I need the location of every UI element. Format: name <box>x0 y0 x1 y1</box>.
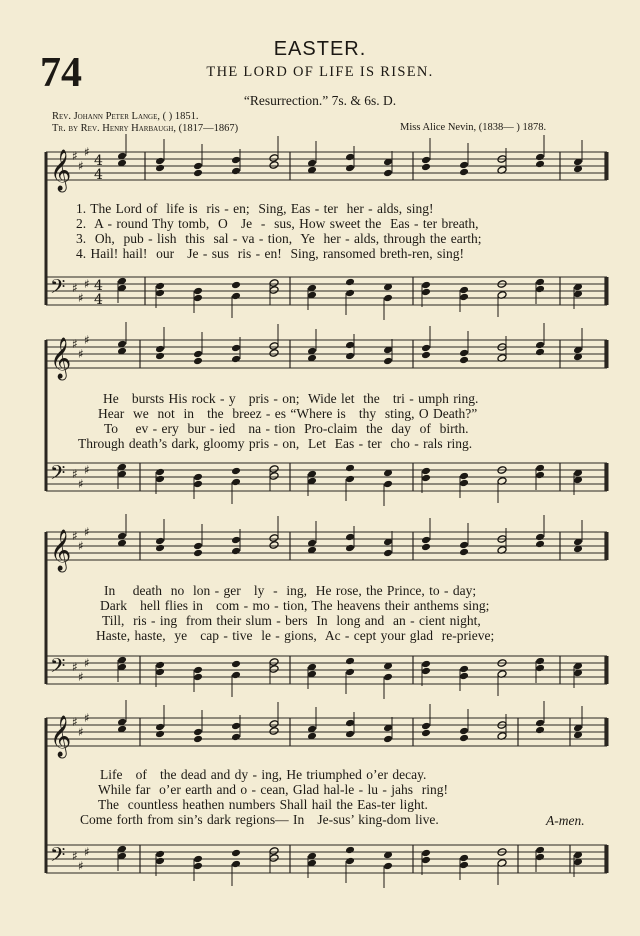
note-head <box>231 281 241 290</box>
note-head <box>345 278 355 287</box>
note-head <box>345 341 355 350</box>
treble-clef-icon: 𝄞 <box>50 150 72 191</box>
note-head <box>459 672 469 681</box>
sharp-icon: ♯ <box>72 849 78 863</box>
note-head <box>155 850 165 859</box>
bass-clef-icon: 𝄢 <box>50 654 66 682</box>
note-head <box>155 475 165 484</box>
bass-clef-icon: 𝄢 <box>50 461 66 489</box>
note-head <box>193 287 203 296</box>
composer-credit: Miss Alice Nevin, (1838— ) 1878. <box>400 122 547 133</box>
note-head <box>535 285 545 294</box>
note-head <box>231 355 241 364</box>
note-head <box>459 734 469 743</box>
note-head <box>345 846 355 855</box>
note-head <box>155 282 165 291</box>
author-credit: Rev. Johann Peter Lange, ( ) 1851. <box>52 111 199 122</box>
note-head <box>459 356 469 365</box>
note-head <box>345 153 355 162</box>
amen-label: A-men. <box>546 813 585 828</box>
note-head <box>421 543 431 552</box>
time-signature-bottom: 4 <box>94 167 103 183</box>
note-head <box>269 349 279 358</box>
note-head <box>421 156 431 165</box>
lyric-line-4-2: While far o’er earth and o - cean, Glad hal-le - lu - jahs ring! <box>98 782 448 797</box>
note-head <box>345 475 355 484</box>
note-head <box>421 856 431 865</box>
note-head <box>231 547 241 556</box>
note-head <box>345 289 355 298</box>
note-head <box>231 671 241 680</box>
note-head <box>421 281 431 290</box>
sharp-icon: ♯ <box>72 149 78 163</box>
note-head <box>155 468 165 477</box>
note-head <box>269 465 279 474</box>
note-head <box>535 657 545 666</box>
note-head <box>231 849 241 858</box>
note-head <box>231 722 241 731</box>
note-head <box>269 854 279 863</box>
note-head <box>231 660 241 669</box>
note-head <box>345 533 355 542</box>
note-head <box>269 286 279 295</box>
note-head <box>421 536 431 545</box>
note-head <box>535 846 545 855</box>
note-head <box>193 673 203 682</box>
note-head <box>231 344 241 353</box>
note-head <box>421 351 431 360</box>
sharp-icon: ♯ <box>84 656 90 670</box>
note-head <box>535 160 545 169</box>
note-head <box>155 164 165 173</box>
bass-clef-icon: 𝄢 <box>50 275 66 303</box>
note-head <box>345 730 355 739</box>
note-head <box>269 720 279 729</box>
note-head <box>231 860 241 869</box>
note-head <box>193 357 203 366</box>
lyric-line-1-3: 3. Oh, pub - lish this sal - va - tion, Ye her - alds, through the earth; <box>76 231 482 246</box>
note-head <box>193 855 203 864</box>
note-head <box>345 464 355 473</box>
sharp-icon: ♯ <box>78 347 84 361</box>
note-head <box>535 278 545 287</box>
note-head <box>155 289 165 298</box>
note-head <box>231 292 241 301</box>
note-head <box>383 673 393 682</box>
note-head <box>155 857 165 866</box>
lyric-line-2-4: Through death’s dark, gloomy pris - on, Let Eas - ter cho - rals ring. <box>78 436 473 451</box>
lyric-line-1-2: 2. A - round Thy tomb, O Je - sus, How sweet the Eas - ter breath, <box>76 216 479 231</box>
lyric-line-3-2: Dark hell flies in com - mo - tion, The heavens their anthems sing; <box>100 598 490 613</box>
sharp-icon: ♯ <box>84 145 90 159</box>
note-head <box>459 541 469 550</box>
sharp-icon: ♯ <box>72 660 78 674</box>
note-head <box>193 542 203 551</box>
note-head <box>459 161 469 170</box>
note-head <box>193 350 203 359</box>
lyric-line-4-1: Life of the dead and dy - ing, He triumphed o’er decay. <box>100 767 427 782</box>
note-head <box>535 348 545 357</box>
note-head <box>231 478 241 487</box>
note-head <box>155 544 165 553</box>
time-signature-top: 4 <box>94 153 103 169</box>
note-head <box>155 537 165 546</box>
note-head <box>535 719 545 728</box>
note-head <box>383 357 393 366</box>
note-head <box>421 474 431 483</box>
lyric-line-4-3: The countless heathen numbers Shall hail the Eas-ter light. <box>98 797 428 812</box>
lyric-line-1-1: 1. The Lord of life is ris - en; Sing, Eas - ter her - alds, sing! <box>76 201 434 216</box>
note-head <box>535 153 545 162</box>
hymn-title: THE LORD OF LIFE IS RISEN. <box>206 64 434 80</box>
note-head <box>193 473 203 482</box>
note-head <box>269 161 279 170</box>
note-head <box>383 294 393 303</box>
sharp-icon: ♯ <box>78 539 84 553</box>
note-head <box>345 668 355 677</box>
note-head <box>459 286 469 295</box>
note-head <box>193 549 203 558</box>
sharp-icon: ♯ <box>72 715 78 729</box>
sharp-icon: ♯ <box>78 725 84 739</box>
note-head <box>459 548 469 557</box>
sharp-icon: ♯ <box>78 477 84 491</box>
note-head <box>421 163 431 172</box>
sharp-icon: ♯ <box>72 281 78 295</box>
note-head <box>193 162 203 171</box>
note-head <box>383 735 393 744</box>
treble-clef-icon: 𝄞 <box>50 530 72 571</box>
note-head <box>193 169 203 178</box>
note-head <box>193 480 203 489</box>
lyric-line-2-1: He bursts His rock - y pris - on; Wide let the tri - umph ring. <box>103 391 479 406</box>
note-head <box>421 467 431 476</box>
note-head <box>535 471 545 480</box>
time-signature-top: 4 <box>94 278 103 294</box>
note-head <box>345 657 355 666</box>
note-head <box>459 472 469 481</box>
note-head <box>535 533 545 542</box>
note-head <box>193 728 203 737</box>
lyric-line-3-4: Haste, haste, ye cap - tive le - gions, Ac - cept your glad re-prieve; <box>96 628 495 643</box>
lyric-line-2-2: Hear we not in the breez - es “Where is thy sting, O Death?” <box>98 406 478 421</box>
note-head <box>231 156 241 165</box>
note-head <box>193 666 203 675</box>
note-head <box>421 667 431 676</box>
lyric-line-1-4: 4. Hail! hail! our Je - sus ris - en! Sing, ransomed breth-ren, sing! <box>76 246 465 261</box>
note-head <box>155 730 165 739</box>
note-head <box>345 857 355 866</box>
note-head <box>155 723 165 732</box>
note-head <box>459 665 469 674</box>
note-head <box>155 352 165 361</box>
note-head <box>269 472 279 481</box>
note-head <box>269 342 279 351</box>
note-head <box>535 341 545 350</box>
note-head <box>193 862 203 871</box>
note-head <box>231 467 241 476</box>
sharp-icon: ♯ <box>72 337 78 351</box>
sharp-icon: ♯ <box>78 859 84 873</box>
note-head <box>155 157 165 166</box>
lyric-line-3-1: In death no lon - ger ly - ing, He rose, the Prince, to - day; <box>104 583 477 598</box>
note-head <box>269 847 279 856</box>
translator-credit: Tr. by Rev. Henry Harbaugh, (1817—1867) <box>52 123 239 134</box>
treble-clef-icon: 𝄞 <box>50 338 72 379</box>
sharp-icon: ♯ <box>84 525 90 539</box>
note-head <box>421 849 431 858</box>
note-head <box>459 168 469 177</box>
note-head <box>535 464 545 473</box>
note-head <box>345 352 355 361</box>
note-head <box>269 665 279 674</box>
note-head <box>345 164 355 173</box>
note-head <box>345 544 355 553</box>
note-head <box>383 480 393 489</box>
note-head <box>421 722 431 731</box>
note-head <box>421 660 431 669</box>
note-head <box>535 540 545 549</box>
sharp-icon: ♯ <box>84 333 90 347</box>
note-head <box>383 549 393 558</box>
note-head <box>193 294 203 303</box>
lyric-line-4-4: Come forth from sin’s dark regions— In Je-sus’ king-dom live. <box>80 812 439 827</box>
sharp-icon: ♯ <box>84 463 90 477</box>
hymn-number: 74 <box>40 50 82 96</box>
note-head <box>269 658 279 667</box>
note-head <box>535 726 545 735</box>
time-signature-bottom: 4 <box>94 292 103 308</box>
note-head <box>459 293 469 302</box>
tune-name: “Resurrection.” 7s. & 6s. D. <box>243 93 397 108</box>
note-head <box>383 169 393 178</box>
sharp-icon: ♯ <box>72 467 78 481</box>
treble-clef-icon: 𝄞 <box>50 716 72 757</box>
sharp-icon: ♯ <box>78 670 84 684</box>
lyric-line-2-3: To ev - ery bur - ied na - tion Pro-claim the day of birth. <box>104 421 469 436</box>
bass-clef-icon: 𝄢 <box>50 843 66 871</box>
sharp-icon: ♯ <box>72 529 78 543</box>
note-head <box>421 344 431 353</box>
note-head <box>459 727 469 736</box>
sharp-icon: ♯ <box>84 711 90 725</box>
note-head <box>155 661 165 670</box>
note-head <box>155 345 165 354</box>
sharp-icon: ♯ <box>78 291 84 305</box>
note-head <box>193 735 203 744</box>
sharp-icon: ♯ <box>84 277 90 291</box>
note-head <box>459 349 469 358</box>
note-head <box>269 541 279 550</box>
sharp-icon: ♯ <box>84 845 90 859</box>
note-head <box>231 733 241 742</box>
lyric-line-3-3: Till, ris - ing from their slum - bers In long and an - cient night, <box>102 613 481 628</box>
note-head <box>231 536 241 545</box>
note-head <box>269 727 279 736</box>
note-head <box>459 854 469 863</box>
note-head <box>345 719 355 728</box>
note-head <box>535 853 545 862</box>
note-head <box>155 668 165 677</box>
note-head <box>535 664 545 673</box>
note-head <box>231 167 241 176</box>
note-head <box>383 862 393 871</box>
note-head <box>269 279 279 288</box>
note-head <box>421 729 431 738</box>
note-head <box>459 479 469 488</box>
note-head <box>459 861 469 870</box>
sharp-icon: ♯ <box>78 159 84 173</box>
note-head <box>421 288 431 297</box>
season-title: EASTER. <box>273 38 367 60</box>
note-head <box>269 534 279 543</box>
note-head <box>269 154 279 163</box>
